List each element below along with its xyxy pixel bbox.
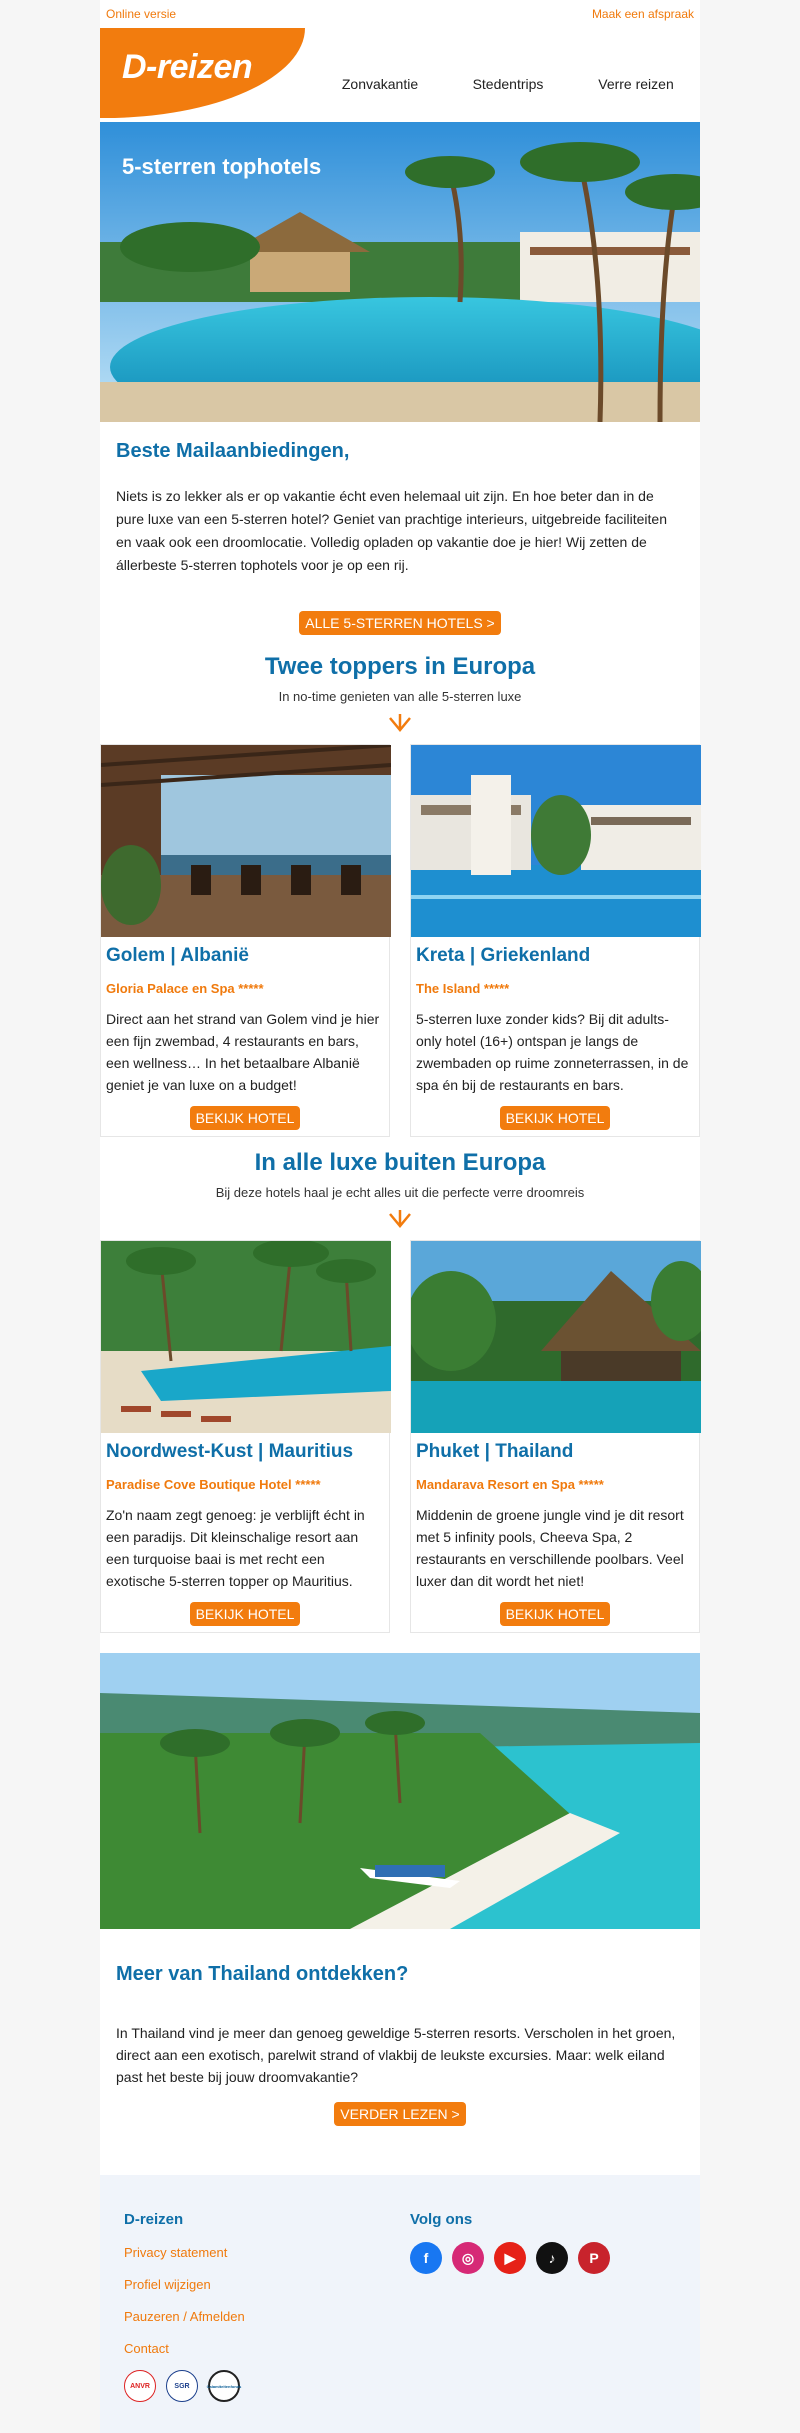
view-hotel-button[interactable]: BEKIJK HOTEL (190, 1106, 301, 1130)
arrow-down-icon (388, 714, 412, 734)
online-version-link[interactable]: Online versie (106, 7, 177, 21)
hotel-image-kreta (411, 745, 701, 937)
view-hotel-button[interactable]: BEKIJK HOTEL (500, 1106, 611, 1130)
hotel-card-phuket[interactable] (410, 1240, 700, 1633)
tiktok-icon[interactable]: ♪ (536, 2242, 568, 2274)
read-more-button[interactable]: VERDER LEZEN > (334, 2102, 465, 2126)
card-hotel-name[interactable]: Paradise Cove Boutique Hotel ***** (106, 1477, 321, 1492)
instagram-icon[interactable]: ◎ (452, 2242, 484, 2274)
card-hotel-name[interactable]: The Island ***** (416, 981, 510, 996)
card-location: Noordwest-Kust | Mauritius (106, 1441, 354, 1462)
contact-link[interactable]: Contact (124, 2341, 169, 2356)
footer (100, 2175, 700, 2433)
hotel-card-kreta[interactable] (410, 744, 700, 1137)
hotel-image-golem (101, 745, 391, 937)
arrow-down-icon (388, 1210, 412, 1230)
thailand-beach-image (100, 1653, 700, 1929)
card-hotel-name[interactable]: Mandarava Resort en Spa ***** (416, 1477, 604, 1492)
brand-logo[interactable] (100, 28, 305, 118)
hotel-card-golem[interactable] (100, 744, 390, 1137)
profile-link[interactable]: Profiel wijzigen (124, 2277, 211, 2292)
card-text: Zo'n naam zegt genoeg: je verblijft écht in een paradijs. Dit kleinschalige resort aan een turquoise baai is met recht een exotische 5-sterren topper op Mauritius. (106, 1507, 365, 1589)
anvr-badge-icon: ANVR (124, 2370, 156, 2402)
topbar (100, 0, 700, 28)
nav-item-zonvakantie[interactable]: Zonvakantie (341, 76, 419, 92)
footer-social-column (410, 2211, 620, 2274)
thailand-banner[interactable] (100, 1653, 700, 1929)
calamity-fund-badge-icon: Calamiteitenfonds (208, 2370, 240, 2402)
hotel-card-mauritius[interactable] (100, 1240, 390, 1633)
card-text: Direct aan het strand van Golem vind je hier een fijn zwembad, 4 restaurants en bars, een wellness… In het betaalbare Albanië geniet je van luxe on a budget! (106, 1011, 380, 1093)
intro-section (100, 422, 700, 635)
facebook-icon[interactable]: f (410, 2242, 442, 2274)
email-container (100, 0, 700, 2433)
footer-brand: D-reizen (124, 2211, 184, 2228)
privacy-link[interactable]: Privacy statement (124, 2245, 228, 2260)
europe-subtitle: In no-time genieten van alle 5-sterren luxe (278, 689, 522, 704)
europe-section (100, 653, 700, 1137)
social-icons (410, 2242, 620, 2274)
follow-title: Volg ons (410, 2211, 473, 2228)
unsubscribe-link[interactable]: Pauzeren / Afmelden (124, 2309, 245, 2324)
card-location: Phuket | Thailand (416, 1441, 574, 1462)
sgr-badge-icon: SGR (166, 2370, 198, 2402)
youtube-icon[interactable]: ▶ (494, 2242, 526, 2274)
outside-subtitle: Bij deze hotels haal je echt alles uit die perfecte verre droomreis (215, 1185, 585, 1200)
card-hotel-name[interactable]: Gloria Palace en Spa ***** (106, 981, 264, 996)
hotel-image-mauritius (101, 1241, 391, 1433)
nav-item-stedentrips[interactable]: Stedentrips (472, 76, 544, 92)
pinterest-icon[interactable]: P (578, 2242, 610, 2274)
europe-title: Twee toppers in Europa (264, 653, 536, 680)
card-text: Middenin de groene jungle vind je dit resort met 5 infinity pools, Cheeva Spa, 2 restaurants en verschillende poolbars. Veel luxer dan dit wordt het niet! (416, 1507, 684, 1589)
outside-europe-section (100, 1149, 700, 1633)
appointment-link[interactable]: Maak een afspraak (591, 7, 694, 21)
thailand-section (100, 1929, 700, 2126)
hero-title: 5-sterren tophotels (122, 154, 322, 179)
card-location: Golem | Albanië (106, 945, 249, 966)
hotel-image-phuket (411, 1241, 701, 1433)
logo-text: D-reizen (122, 48, 253, 86)
intro-text: Niets is zo lekker als er op vakantie écht even helemaal uit zijn. En hoe beter dan in de pure luxe van een 5-sterren hotel? Geniet van prachtige interieurs, uitgebreide faciliteiten en vaak ook een droomlocatie. Volledig opladen op vakantie doe je hier! Wij zetten de állerbeste 5-sterren tophotels voor je op een rij. (116, 488, 667, 573)
main-nav (316, 76, 700, 92)
intro-title: Beste Mailaanbiedingen, (116, 440, 350, 462)
footer-links-column (124, 2211, 250, 2402)
view-hotel-button[interactable]: BEKIJK HOTEL (190, 1602, 301, 1626)
nav-item-verre-reizen[interactable]: Verre reizen (598, 76, 674, 92)
hero-banner[interactable] (100, 122, 700, 422)
outside-title: In alle luxe buiten Europa (254, 1149, 546, 1176)
card-text: 5-sterren luxe zonder kids? Bij dit adults-only hotel (16+) ontspan je langs de zwembaden op ruime zonneterrassen, in de spa én bij de restaurants en bars. (416, 1011, 689, 1093)
thailand-text: In Thailand vind je meer dan genoeg geweldige 5-sterren resorts. Verscholen in het groen, direct aan een exotisch, parelwit strand of vlakbij de leukste excursies. Maar: welk eiland past het beste bij jouw droomvakantie? (116, 2025, 676, 2085)
header (100, 28, 700, 122)
thailand-title: Meer van Thailand ontdekken? (116, 1963, 409, 1985)
card-location: Kreta | Griekenland (416, 945, 591, 966)
view-hotel-button[interactable]: BEKIJK HOTEL (500, 1602, 611, 1626)
all-hotels-button[interactable]: ALLE 5-STERREN HOTELS > (299, 611, 500, 635)
